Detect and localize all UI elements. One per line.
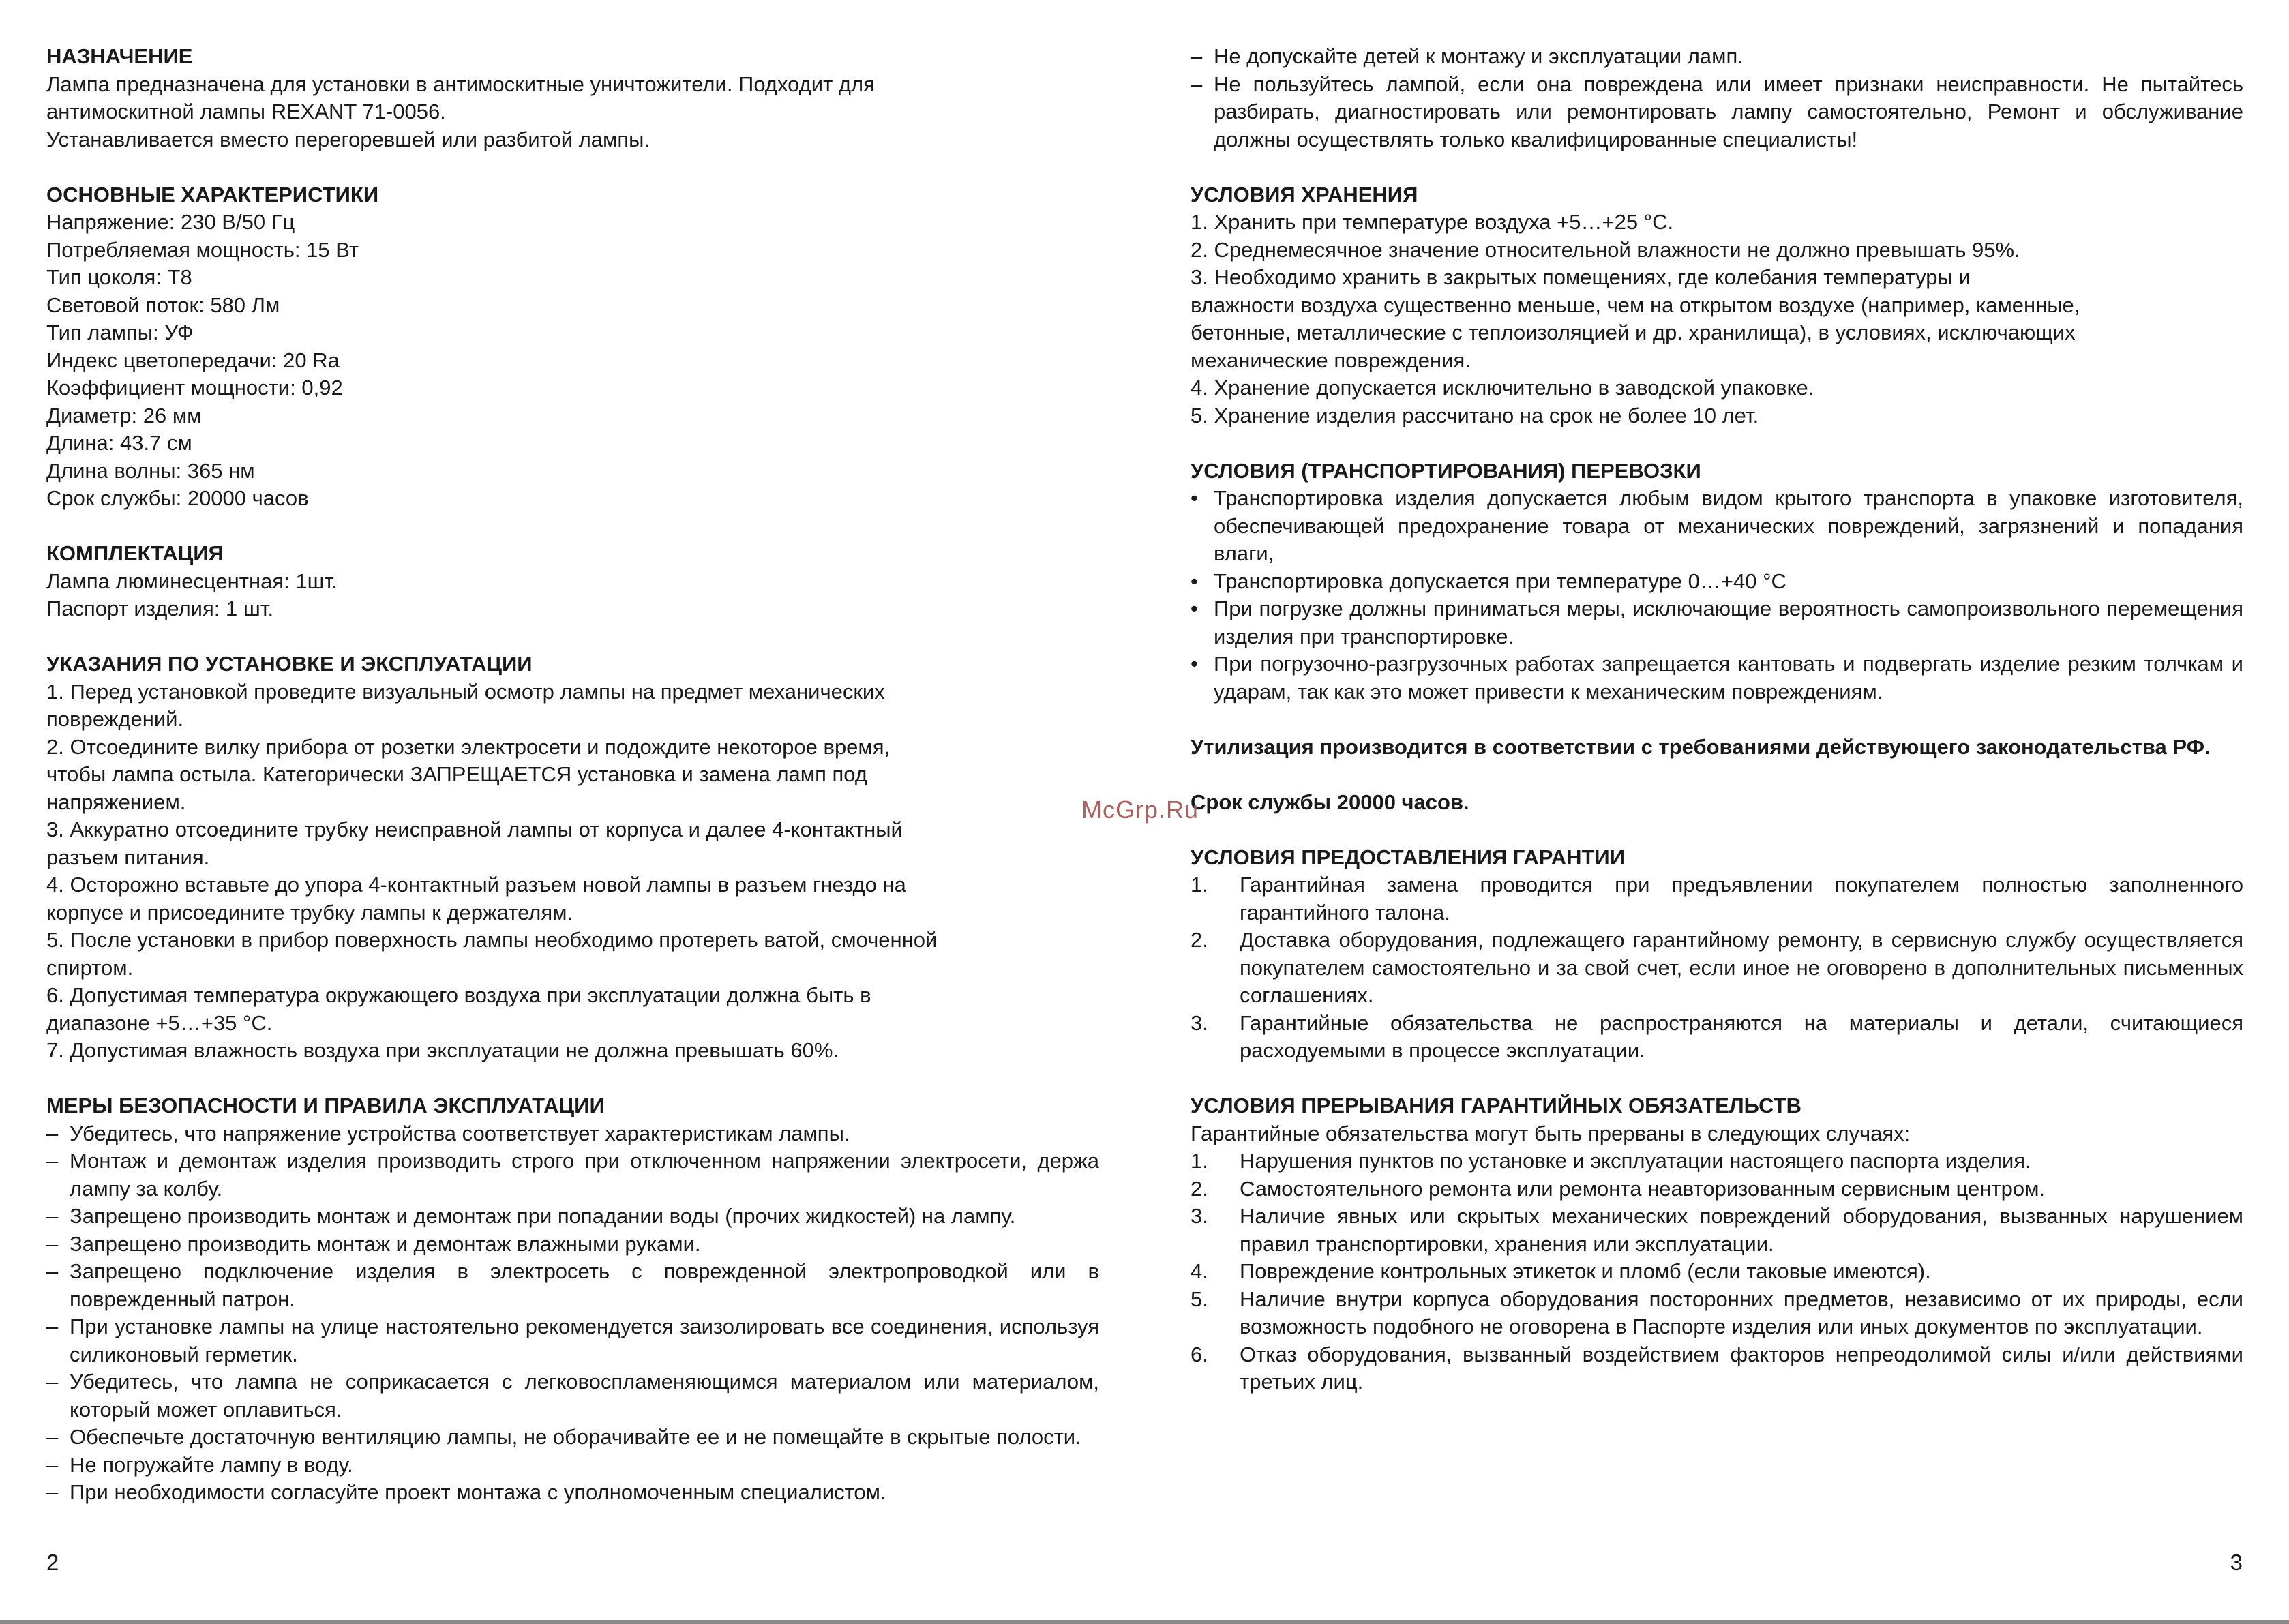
spec-line: Напряжение: 230 В/50 Гц xyxy=(46,210,295,234)
heading-storage: УСЛОВИЯ ХРАНЕНИЯ xyxy=(1191,182,1418,207)
spec-line: Световой поток: 580 Лм xyxy=(46,292,280,317)
list-item: 6. Отказ оборудования, вызванный воздействием факторов непреодолимой силы и/или действиями третьих лиц. xyxy=(1191,1342,2243,1394)
dash-marker: – xyxy=(1191,44,1203,68)
spec-line: Потребляемая мощность: 15 Вт xyxy=(46,237,359,262)
list-item: 1. Нарушения пунктов по установке и эксплуатации настоящего паспорта изделия. xyxy=(1191,1149,2031,1173)
spec-line: Тип цоколя: T8 xyxy=(46,265,192,289)
spec-line: Тип лампы: УФ xyxy=(46,320,194,344)
spec-line: Срок службы: 20000 часов xyxy=(46,486,309,510)
list-item: – При установке лампы на улице настоятельно рекомендуется заизолировать все соединения, используя силиконовый герметик. xyxy=(46,1314,1099,1366)
dash-marker: – xyxy=(46,1480,59,1504)
service-life-note: Срок службы 20000 часов. xyxy=(1191,790,1469,814)
text-line: 1. Хранить при температуре воздуха +5…+25 °С. xyxy=(1191,210,1674,234)
heading-kit: КОМПЛЕКТАЦИЯ xyxy=(46,541,224,565)
dash-marker: – xyxy=(46,1370,59,1394)
text-line: антимоскитной лампы REXANT 71-0056. xyxy=(46,100,446,123)
text-line: Лампа предназначена для установки в антимоскитные уничтожители. Подходит для xyxy=(46,72,875,96)
text-line: спиртом. xyxy=(46,955,134,980)
heading-transport: УСЛОВИЯ (ТРАНСПОРТИРОВАНИЯ) ПЕРЕВОЗКИ xyxy=(1191,458,1701,483)
text-line: 6. Допустимая температура окружающего воздуха при эксплуатации должна быть в xyxy=(46,983,871,1007)
dash-marker: – xyxy=(46,1231,59,1256)
bullet-marker: • xyxy=(1191,597,1198,620)
list-item: – Убедитесь, что лампа не соприкасается с легковоспламеняющимся материалом или материалом, который может оплавиться. xyxy=(46,1370,1099,1422)
list-item: – Монтаж и демонтаж изделия производить строго при отключенном напряжении электросети, держа лампу за колбу. xyxy=(46,1149,1099,1201)
text-line: 7. Допустимая влажность воздуха при эксплуатации не должна превышать 60%. xyxy=(46,1038,839,1062)
section-warranty-termination xyxy=(1191,1092,2243,1396)
bullet-marker: • xyxy=(1191,569,1198,593)
list-item: – Не погружайте лампу в воду. xyxy=(46,1452,1099,1479)
right-page xyxy=(1191,43,2243,1396)
text-line: бетонные, металлические с теплоизоляцией и др. хранилища), в условиях, исключающих xyxy=(1191,320,2076,344)
dash-marker: – xyxy=(46,1314,59,1338)
text-line: механические повреждения. xyxy=(1191,348,1471,372)
spec-line: Длина: 43.7 см xyxy=(46,431,192,455)
watermark: McGrp.Ru xyxy=(1081,796,1199,824)
dash-marker: – xyxy=(46,1259,59,1283)
text-line: 5. После установки в прибор поверхность лампы необходимо протереть ватой, смоченной xyxy=(46,928,938,952)
section-kit xyxy=(46,540,1099,623)
list-item: • При погрузочно-разгрузочных работах запрещается кантовать и подвергать изделие резким толчкам и ударам, так как это может привести к механическим повреждениям. xyxy=(1191,652,2243,704)
text-line: диапазоне +5…+35 °С. xyxy=(46,1010,273,1035)
dash-marker: – xyxy=(1191,72,1203,96)
text-line: чтобы лампа остыла. Категорически ЗАПРЕЩАЕТСЯ установка и замена ламп под xyxy=(46,762,867,786)
dash-marker: – xyxy=(46,1425,59,1449)
heading-warranty-termination: УСЛОВИЯ ПРЕРЫВАНИЯ ГАРАНТИЙНЫХ ОБЯЗАТЕЛЬСТВ xyxy=(1191,1094,1802,1117)
list-item: 5. Наличие внутри корпуса оборудования посторонних предметов, независимо от их природы, если возможность подобного не оговорена в Паспорте изделия или иных документов по эксплуатации. xyxy=(1191,1287,2243,1338)
list-item: – Обеспечьте достаточную вентиляцию лампы, не оборачивайте ее и не помещайте в скрытые полости. xyxy=(46,1424,1099,1452)
left-page xyxy=(46,43,1099,1507)
text-line: Паспорт изделия: 1 шт. xyxy=(46,597,274,620)
section-specs xyxy=(46,181,1099,513)
transport-list xyxy=(1191,485,2243,706)
dash-marker: – xyxy=(46,1121,59,1145)
dash-marker: – xyxy=(46,1204,59,1228)
text-line: разъем питания. xyxy=(46,845,210,869)
heading-specs: ОСНОВНЫЕ ХАРАКТЕРИСТИКИ xyxy=(46,182,379,207)
safety-list xyxy=(46,1120,1099,1507)
spec-line: Диаметр: 26 мм xyxy=(46,403,202,427)
list-item: – Запрещено подключение изделия в электросеть с поврежденной электропроводкой или в поврежденный патрон. xyxy=(46,1259,1099,1311)
text-line: 5. Хранение изделия рассчитано на срок не более 10 лет. xyxy=(1191,403,1759,427)
text-line: Устанавливается вместо перегоревшей или разбитой лампы. xyxy=(46,127,650,151)
text-line: 2. Среднемесячное значение относительной влажности не должно превышать 95%. xyxy=(1191,237,2020,262)
list-item: – Запрещено производить монтаж и демонтаж влажными руками. xyxy=(46,1231,1099,1259)
page-number-left: 2 xyxy=(46,1550,59,1575)
text-line: влажности воздуха существенно меньше, чем на открытом воздухе (например, каменные, xyxy=(1191,292,2080,317)
list-item: • Транспортировка допускается при температуре 0…+40 °С xyxy=(1191,568,2243,596)
warranty-list xyxy=(1191,871,2243,1065)
dash-marker: – xyxy=(46,1149,59,1173)
spec-line: Коэффициент мощности: 0,92 xyxy=(46,376,343,400)
heading-safety: МЕРЫ БЕЗОПАСНОСТИ И ПРАВИЛА ЭКСПЛУАТАЦИИ xyxy=(46,1094,605,1117)
list-item: – Не пользуйтесь лампой, если она повреждена или имеет признаки неисправности. Не пытайтесь разбирать, диагностировать или ремонтировать лампу самостоятельно, Ремонт и обслуживание должны осуществлять только квалифицированные специалисты! xyxy=(1191,72,2243,151)
text-line: повреждений. xyxy=(46,707,184,731)
text-line: 3. Аккуратно отсоедините трубку неисправной лампы от корпуса и далее 4-контактный xyxy=(46,817,903,841)
list-item: – При необходимости согласуйте проект монтажа с уполномоченным специалистом. xyxy=(46,1479,1099,1507)
text-line: Лампа люминесцентная: 1шт. xyxy=(46,569,338,593)
text-line: напряжением. xyxy=(46,790,186,814)
dash-marker: – xyxy=(46,1452,59,1477)
heading-purpose: НАЗНАЧЕНИЕ xyxy=(46,44,193,68)
list-item: – Запрещено производить монтаж и демонтаж при попадании воды (прочих жидкостей) на лампу. xyxy=(46,1203,1099,1231)
list-item: 3. Наличие явных или скрытых механических повреждений оборудования, вызванных нарушением правил транспортировки, хранения или эксплуатации. xyxy=(1191,1204,2243,1256)
text-line: 4. Хранение допускается исключительно в заводской упаковке. xyxy=(1191,376,1814,400)
page-number-right: 3 xyxy=(2230,1550,2243,1575)
heading-warranty: УСЛОВИЯ ПРЕДОСТАВЛЕНИЯ ГАРАНТИИ xyxy=(1191,845,1625,869)
text-line: 4. Осторожно вставьте до упора 4-контактный разъем новой лампы в разъем гнездо на xyxy=(46,873,906,897)
heading-install: УКАЗАНИЯ ПО УСТАНОВКЕ И ЭКСПЛУАТАЦИИ xyxy=(46,652,533,676)
list-item: – Не допускайте детей к монтажу и эксплуатации ламп. xyxy=(1191,43,2243,71)
section-purpose xyxy=(46,43,1099,153)
list-item: 1. Гарантийная замена проводится при предъявлении покупателем полностью заполненного гарантийного талона. xyxy=(1191,873,2243,924)
bullet-marker: • xyxy=(1191,652,1198,676)
intro-text: Гарантийные обязательства могут быть прерваны в следующих случаях: xyxy=(1191,1121,1911,1145)
section-safety xyxy=(46,1092,1099,1507)
bottom-divider xyxy=(0,1620,2289,1624)
section-warranty xyxy=(1191,844,2243,1065)
spec-line: Длина волны: 365 нм xyxy=(46,458,255,483)
section-storage xyxy=(1191,181,2243,430)
section-install xyxy=(46,650,1099,1065)
list-item: 2. Доставка оборудования, подлежащего гарантийному ремонту, в сервисную службу осуществляется покупателем самостоятельно и за свой счет, если иное не оговорено в дополнительных письменных соглашениях. xyxy=(1191,928,2243,1007)
list-item: 2. Самостоятельного ремонта или ремонта неавторизованным сервисным центром. xyxy=(1191,1176,2046,1201)
text-line: 1. Перед установкой проведите визуальный осмотр лампы на предмет механических xyxy=(46,679,885,704)
section-transport xyxy=(1191,457,2243,706)
termination-list xyxy=(1191,1147,2243,1396)
bullet-marker: • xyxy=(1191,486,1198,510)
list-item: 3. Гарантийные обязательства не распространяются на материалы и детали, считающиеся расходуемыми в процессе эксплуатации. xyxy=(1191,1010,2243,1062)
text-line: 2. Отсоедините вилку прибора от розетки электросети и подождите некоторое время, xyxy=(46,734,891,759)
safety-list-continued xyxy=(1191,43,2243,153)
list-item: • При погрузке должны приниматься меры, исключающие вероятность самопроизвольного перемещения изделия при транспортировке. xyxy=(1191,597,2243,648)
text-line: 3. Необходимо хранить в закрытых помещениях, где колебания температуры и xyxy=(1191,265,1971,289)
spec-line: Индекс цветопередачи: 20 Ra xyxy=(46,348,340,372)
list-item: 4. Повреждение контрольных этикеток и пломб (если таковые имеются). xyxy=(1191,1259,1931,1283)
text-line: корпусе и присоедините трубку лампы к держателям. xyxy=(46,900,573,924)
disposal-note: Утилизация производится в соответствии с требованиями действующего законодательства РФ. xyxy=(1191,734,2211,759)
list-item: – Убедитесь, что напряжение устройства соответствует характеристикам лампы. xyxy=(46,1120,1099,1148)
list-item: • Транспортировка изделия допускается любым видом крытого транспорта в упаковке изготовителя, обеспечивающей предохранение товара от механических повреждений, загрязнений и попадания влаги, xyxy=(1191,486,2243,565)
